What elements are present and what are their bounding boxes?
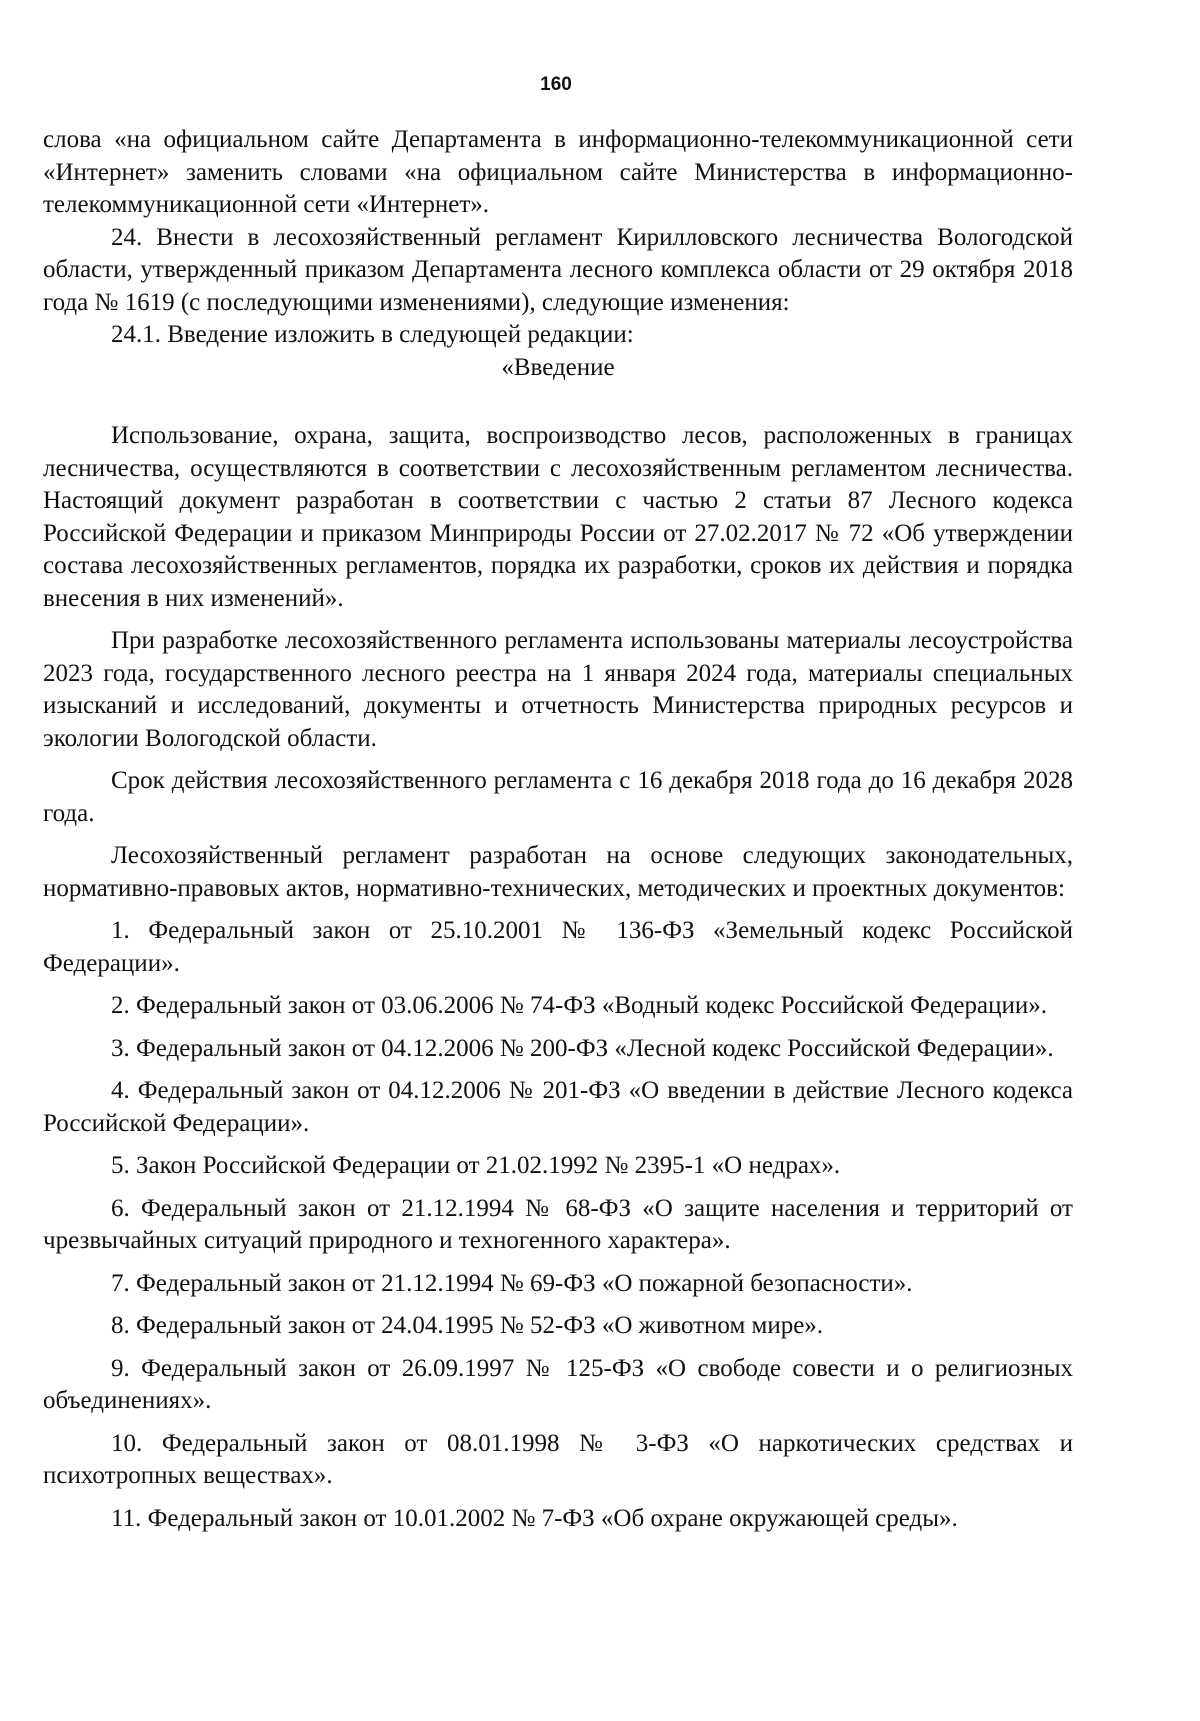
list-item: 10. Федеральный закон от 08.01.1998 № 3-ФЗ «О наркотических средствах и психотропных веществах». — [43, 1429, 1073, 1489]
list-item: 9. Федеральный закон от 26.09.1997 № 125-ФЗ «О свободе совести и о религиозных объединениях». — [43, 1354, 1073, 1414]
paragraph-validity: Срок действия лесохозяйственного регламента с 16 декабря 2018 года до 16 декабря 2028 года. — [43, 767, 1073, 827]
list-item: 5. Закон Российской Федерации от 21.02.1992 № 2395-1 «О недрах». — [111, 1152, 841, 1179]
paragraph-item-24: 24. Внести в лесохозяйственный регламент Кирилловского лесничества Вологодской области, утвержденный приказом Департамента лесного комплекса области от 29 октября 2018 года № 1619 (с последующими изменениями), следующие изменения: — [43, 223, 1073, 316]
list-item: 7. Федеральный закон от 21.12.1994 № 69-ФЗ «О пожарной безопасности». — [111, 1269, 913, 1297]
list-item: 3. Федеральный закон от 04.12.2006 № 200-ФЗ «Лесной кодекс Российской Федерации». — [111, 1034, 1054, 1062]
document-body — [43, 124, 1073, 1535]
section-heading: «Введение — [501, 353, 615, 381]
list-item: 11. Федеральный закон от 10.01.2002 № 7-ФЗ «Об охране окружающей среды». — [111, 1504, 958, 1532]
list-item: 4. Федеральный закон от 04.12.2006 № 201-ФЗ «О введении в действие Лесного кодекса Российской Федерации». — [43, 1077, 1073, 1137]
list-item: 6. Федеральный закон от 21.12.1994 № 68-ФЗ «О защите населения и территорий от чрезвычайных ситуаций природного и техногенного характера». — [43, 1194, 1073, 1254]
paragraph-continuation: слова «на официальном сайте Департамента в информационно-телекоммуникационной сети «Интернет» заменить словами «на официальном сайте Министерства в информационно-телекоммуникационной сети «Интернет». — [43, 126, 1073, 218]
paragraph-usage: Использование, охрана, защита, воспроизводство лесов, расположенных в границах лесничества, осуществляются в соответствии с лесохозяйственным регламентом лесничества. Настоящий документ разработан в соответствии с частью 2 статьи 87 Лесного кодекса Российской Федерации и приказом Минприроды России от 27.02.2017 № 72 «Об утверждении состава лесохозяйственных регламентов, порядка их разработки, сроков их действия и порядка внесения в них изменений». — [43, 422, 1073, 612]
paragraph-basis: Лесохозяйственный регламент разработан на основе следующих законодательных, нормативно-правовых актов, нормативно-технических, методических и проектных документов: — [43, 842, 1073, 902]
list-item: 2. Федеральный закон от 03.06.2006 № 74-ФЗ «Водный кодекс Российской Федерации». — [111, 992, 1047, 1019]
list-item: 1. Федеральный закон от 25.10.2001 № 136-ФЗ «Земельный кодекс Российской Федерации». — [43, 917, 1073, 977]
list-item: 8. Федеральный закон от 24.04.1995 № 52-ФЗ «О животном мире». — [111, 1312, 824, 1339]
page-number: 160 — [540, 74, 572, 95]
paragraph-item-24-1: 24.1. Введение изложить в следующей редакции: — [111, 321, 634, 348]
paragraph-materials: При разработке лесохозяйственного регламента использованы материалы лесоустройства 2023 года, государственного лесного реестра на 1 января 2024 года, материалы специальных изысканий и исследований, документы и отчетность Министерства природных ресурсов и экологии Вологодской области. — [43, 627, 1073, 752]
